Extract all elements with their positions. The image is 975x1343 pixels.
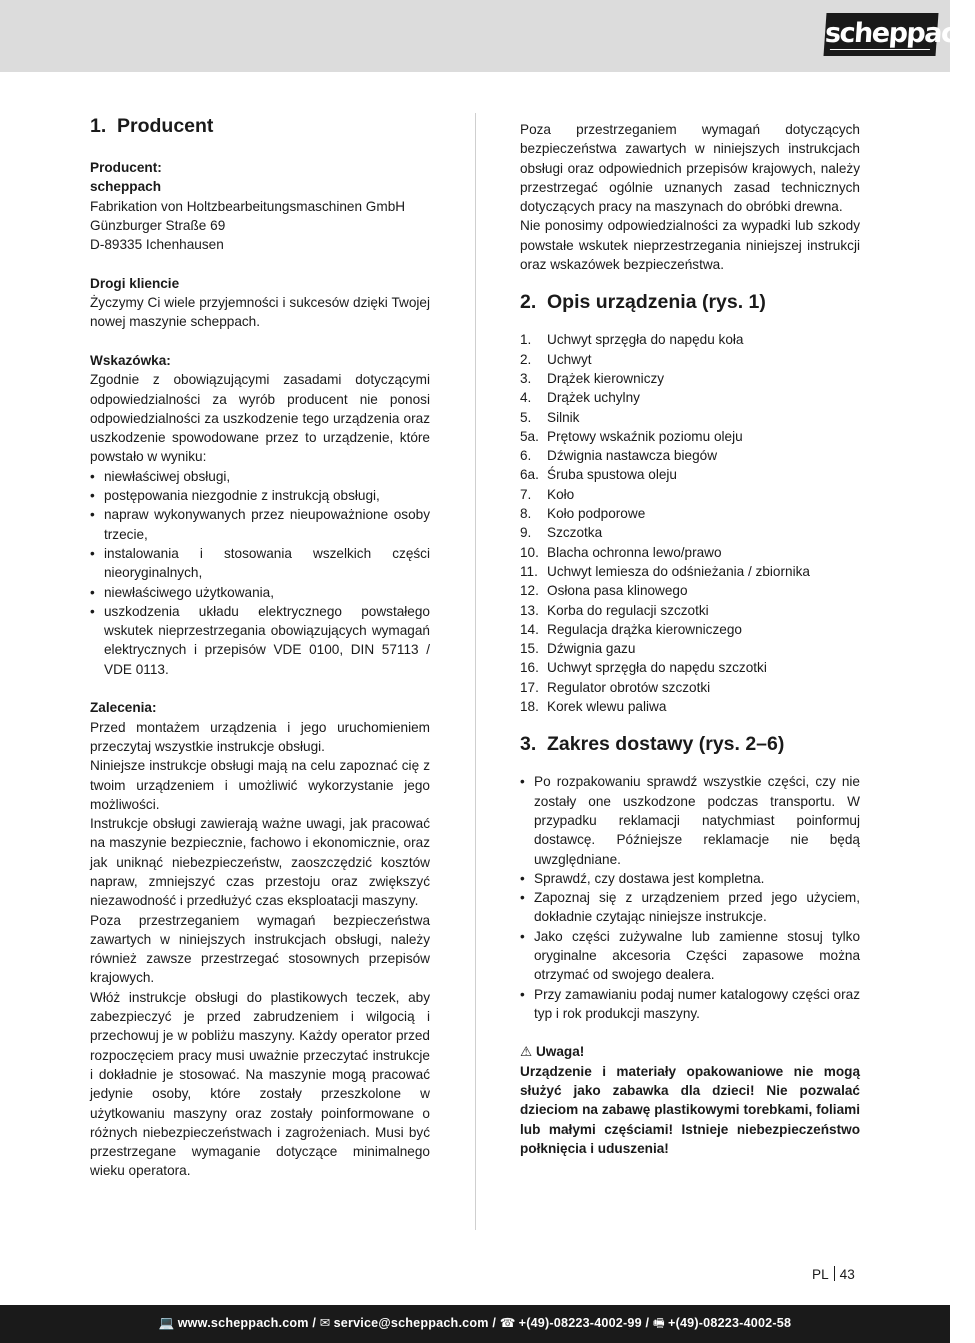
page-number: PL 43	[812, 1267, 855, 1282]
list-item: 5a. Prętowy wskaźnik poziomu oleju	[520, 428, 743, 444]
mail-icon: ✉	[319, 1316, 331, 1330]
list-item: 7. Koło	[520, 486, 575, 502]
note-label: Wskazówka:	[90, 352, 171, 368]
recommendations-label: Zalecenia:	[90, 700, 157, 716]
paragraph: Włóż instrukcje obsługi do plastikowych teczek, aby zabezpieczyć je przed zabrudzeniem i wilgocią i przechowuj je w pobliżu maszyny. Każdy operator przed rozpoczęciem pracy musi uważnie przeczytać instrukcje i dokładnie je stosować. Na maszynie mogą pracować jedynie osoby, które zostały przeszkolone w użytkowaniu maszyny oraz zostały poinformowane o różnych niebezpieczeństwach i zagrożeniach. Musi być przestrzegane wymaganie dotyczące minimalnego wieku operatora.	[90, 989, 430, 1179]
footer-website[interactable]: www.scheppach.com /	[177, 1316, 317, 1330]
list-item: • Przy zamawianiu podaj numer katalogowy części oraz typ i rok produkcji maszyny.	[520, 985, 860, 1024]
footer-fax: +(49)-08223-4002-58	[668, 1316, 792, 1330]
computer-icon: 💻	[158, 1316, 175, 1330]
paragraph: Nie ponosimy odpowiedzialności za wypadki lub szkody powstałe wskutek nieprzestrzegania niniejszej instrukcji oraz wskazówek bezpieczeństwa.	[520, 218, 860, 273]
paragraph: Poza przestrzeganiem wymagań bezpieczeństwa zawartych w niniejszych instrukcjach obsługi, należy również zawsze przestrzegać stosownych przepisów krajowych.	[90, 912, 430, 986]
company-name: scheppach	[90, 179, 162, 195]
warning-heading: ⚠ Uwaga!	[520, 1044, 585, 1060]
list-item: • niewłaściwej obsługi,	[90, 467, 430, 486]
section-3-heading: 3. Zakres dostawy (rys. 2–6)	[520, 733, 785, 756]
company-line: D-89335 Ichenhausen	[90, 237, 224, 253]
note-list	[90, 467, 430, 679]
list-item: 6a. Śruba spustowa oleju	[520, 467, 677, 483]
producent-label: Producent:	[90, 160, 162, 175]
warning-text: Urządzenie i materiały opakowaniowe nie mogą służyć jako zabawka dla dzieci! Nie pozwalać dzieciom na zabawę plastikowymi torebkami, foliami lub małymi częściami! Istnieje niebezpieczeństwo połknięcia i uduszenia!	[520, 1063, 860, 1156]
company-line: Günzburger Straße 69	[90, 217, 226, 233]
section-1-heading: 1. Producent	[90, 115, 214, 137]
list-item: • Po rozpakowaniu sprawdź wszystkie części, czy nie zostały one uszkodzone podczas transportu. W przypadku reklamacji natychmiast poinformuj dostawcę. Późniejsze reklamacje nie będą uwzględniane.	[520, 772, 860, 868]
list-item: 10. Blacha ochronna lewo/prawo	[520, 544, 722, 560]
fax-icon: 🖷	[652, 1316, 666, 1330]
parts-list	[520, 330, 860, 716]
footer-phone: +(49)-08223-4002-99 /	[518, 1316, 650, 1330]
scheppach-logo: scheppach	[823, 13, 938, 56]
list-item: 5. Silnik	[520, 409, 580, 425]
right-column	[520, 120, 860, 1158]
list-item: • postępowania niezgodnie z instrukcją obsługi,	[90, 486, 430, 505]
phone-icon: ☎	[499, 1316, 516, 1330]
list-item: • niewłaściwego użytkowania,	[90, 583, 430, 602]
list-item: 17. Regulator obrotów szczotki	[520, 679, 711, 695]
list-item: 1. Uchwyt sprzęgła do napędu koła	[520, 332, 744, 348]
list-item: • napraw wykonywanych przez nieupoważnione osoby trzecie,	[90, 505, 430, 544]
left-column	[90, 112, 430, 1181]
footer-bar	[0, 1305, 950, 1343]
header-bar	[0, 0, 975, 72]
list-item: • Jako części zużywalne lub zamienne stosuj tylko oryginalne akcesoria Części zapasowe można otrzymać od swojego dealera.	[520, 927, 860, 985]
list-item: • instalowania i stosowania wszelkich części nieoryginalnych,	[90, 544, 430, 583]
note-text: Zgodnie z obowiązującymi zasadami dotyczącymi odpowiedzialności za wyrób producent nie ponosi odpowiedzialności za uszkodzenie tego urządzenia oraz uszkodzenie spowodowane przez to urządzenie, które powstało w wyniku:	[90, 372, 430, 465]
list-item: • uszkodzenia układu elektrycznego powstałego wskutek nieprzestrzegania obowiązujących wymagań elektrycznych i przepisów VDE 0100, DIN 57113 / VDE 0113.	[90, 602, 430, 679]
paragraph: Poza przestrzeganiem wymagań dotyczących bezpieczeństwa zawartych w niniejszych instrukcjach obsługi oraz odpowiednich przepisów krajowych, należy przestrzegać ogólnie uznanych zasad technicznych dotyczących pracy na maszynach do obróbki drewna.	[520, 122, 860, 215]
list-item: 8. Koło podporowe	[520, 506, 646, 522]
paragraph: Przed montażem urządzenia i jego uruchomieniem przeczytaj wszystkie instrukcje obsługi.	[90, 719, 430, 754]
column-divider	[475, 113, 476, 1230]
list-item: • Zapoznaj się z urządzeniem przed jego użyciem, dokładnie czytając niniejsze instrukcje.	[520, 888, 860, 927]
list-item: 14. Regulacja drążka kierowniczego	[520, 621, 742, 637]
company-line: Fabrikation von Holtzbearbeitungsmaschinen GmbH	[90, 198, 406, 214]
list-item: 4. Drążek uchylny	[520, 390, 640, 406]
footer-email[interactable]: service@scheppach.com /	[333, 1316, 497, 1330]
list-item: 9. Szczotka	[520, 525, 603, 541]
warning-icon: ⚠	[520, 1044, 533, 1060]
paragraph: Niniejsze instrukcje obsługi mają na celu zapoznać cię z twoim urządzeniem i umożliwić wykorzystanie jego możliwości.	[90, 758, 430, 812]
paragraph: Instrukcje obsługi zawierają ważne uwagi, jak pracować na maszynie bezpiecznie, fachowo i ekonomicznie, oraz jak uniknąć niebezpieczeństw, zaoszczędzić kosztów napraw, zmniejszyć czas przestoju oraz zwiększyć niezawodność i przedłużyć czas eksploatacji maszyny.	[90, 816, 430, 909]
list-item: 15. Dźwignia gazu	[520, 641, 636, 657]
list-item: 18. Korek wlewu paliwa	[520, 699, 667, 715]
delivery-list	[520, 772, 860, 1023]
dear-customer-label: Drogi kliencie	[90, 275, 180, 291]
list-item: • Sprawdź, czy dostawa jest kompletna.	[520, 869, 860, 888]
section-2-heading: 2. Opis urządzenia (rys. 1)	[520, 291, 766, 314]
list-item: 13. Korba do regulacji szczotki	[520, 602, 709, 618]
list-item: 6. Dźwignia nastawcza biegów	[520, 448, 718, 464]
list-item: 11. Uchwyt lemiesza do odśnieżania / zbiornika	[520, 563, 810, 579]
list-item: 3. Drążek kierowniczy	[520, 370, 665, 386]
list-item: 2. Uchwyt	[520, 351, 592, 367]
list-item: 12. Osłona pasa klinowego	[520, 583, 688, 599]
list-item: 16. Uchwyt sprzęgła do napędu szczotki	[520, 660, 767, 676]
dear-customer-text: Życzymy Ci wiele przyjemności i sukcesów dzięki Twojej nowej maszynie scheppach.	[90, 295, 430, 330]
